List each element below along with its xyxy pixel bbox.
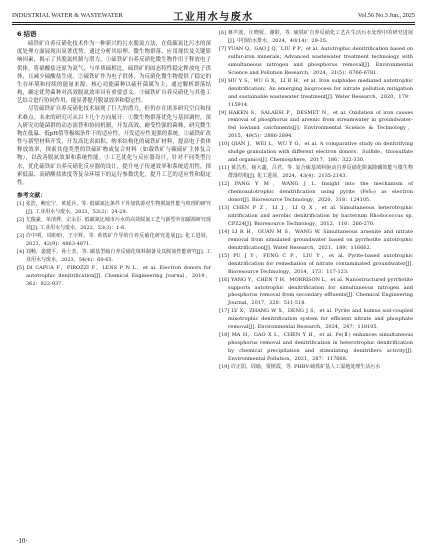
conclusion-paragraph-2: 尽管硫铁矿自养反硝化技术展现了巨大的潜力，但仍存在诸多研究空白和技术难点。未来的研究可从以下几个方向展开：①微生物群落优化与基因调控，深入研究功能菌群的动态演替和协同机制，开发高效、耐受性强的菌株，研究微生物在低温、低pH值等极端条件下的适应性，开发适应性更强的系统。②硫铁矿改性与新型材料开发，开发高比表面积、纳米结构化的硫铁矿材料，提高电子供体释放效率，探索其他类型的铁硫矿物或复合材料（如载铁矿与碳硫矿主体复合物），以改善脱氮效果和系统性能。③工艺优化与反应器设计，针对不同类型污水，优化硫铁矿自养反硝化反应器的设计，提升电子传递效率和系统适用性，探索低温、高硝酸盐浓度等复杂环境下的运行参数优化，提升工艺的适应性和稳定性。 bbox=[17, 106, 211, 186]
reference-item: [13] CHEN P Z，LI J，LI Q X，et al. Simultaneous heterotrophic nitrification and aerobic denitrification by bacterium Rhodococcus sp. CPZ24[J]. Bioresource Technology，2012，116：266-270. bbox=[219, 204, 413, 227]
reference-item: [14] LI R H，GUAN M S，WANG W. Simultaneous arsenite and nitrate removal from simulated groundwater based on pyrrhotite autotrophic denitrification[J]. Water Research，2021，189：116662. bbox=[219, 228, 413, 251]
reference-item: [15] PU J Y，FENG C P，LIU Y，et al. Pyrite-based autotrophic denitrification for remediation of nitrate contaminated groundwater[J]. Bioresource Technology，2014，173：117-123. bbox=[219, 252, 413, 275]
reference-item: [18] MA H，GAO X L，CHEN Y H，et al. Fe(Ⅱ) enhances simultaneous phosphorus removal and denitrification in heterotrophic denitrification by chemical precipitation and stimulating denitrifiers activity[J]. Environmental Pollution，2021，287：117668. bbox=[219, 332, 413, 363]
conclusion-paragraph-1: 硫铁矿自养反硝化技术作为一种新兴的污水脱氮方法，在低碳氮比污水的深度处理方面展现出显著优势。通过分析其原理、微生物群落、应用现状及关键影响因素，揭示了其脱氮机制与潜力。①硫铁矿自养反硝化微生物作用于释放电子供体，将硝酸盐还原为氮气；与单质硫相比，硫铁矿的固态特性稳定释放电子供体，且减少硫酸盐生成。②硫铁矿作为电子供体，为反硝化微生物提供了稳定的生存环境和持续的能量来源；核心功能菌种以硫杆菌属为主，通过解析群落结构，确定优势菌种对高效脱氮效率具有重要意义。③硫铁矿自养反硝化与其他工艺结合进行协同作用，能显著提升脱氮效率和稳定性。 bbox=[17, 41, 211, 105]
left-column bbox=[17, 30, 211, 289]
page-header bbox=[12, 8, 415, 22]
reference-item: [4] 刘畅，裴健平，孙士杰，等. 碳基型硫自养反硝化填料制备及其脱氮性能研究[J]. 工业用水与废水，2023，54(4)：60-65. bbox=[17, 248, 211, 263]
journal-chinese-name: 工业用水与废水 bbox=[173, 12, 254, 23]
header-rule-thin bbox=[12, 24, 415, 25]
references-list-left bbox=[17, 201, 211, 288]
journal-english-name: INDUSTRIAL WATER & WASTEWATER bbox=[12, 12, 123, 19]
reference-item: [16] YANG Y，CHEN T H，MORRISON L，et al. Nanostructured pyrrhotite supports autotrophic denitrification for simultaneous nitrogen and phosphorus removal from secondary effluents[J]. Chemical Engineering Journal，2017，328：511-518. bbox=[219, 276, 413, 307]
header-rule bbox=[12, 22, 415, 23]
reference-item: [6] 蒋声波，汪晓妮，谢阳，等. 硫铁矿自养反硝化工艺在生活污水处理中的研究进展[J]. 中国给水排水，2024，40(14)：29-35. bbox=[219, 30, 413, 44]
reference-item: [7] YUAN Q，GAO J Q，LIU P P，et al. Autotrophic denitrification based on sulfur-iron minerals；Advanced wastewater treatment technology with simultaneous nitrogen and phosphorus removal[J]. Environmental Science and Pollution Research，2024，31(5)：6766-6781. bbox=[219, 45, 413, 76]
section-title: 6 结语 bbox=[17, 30, 37, 38]
page-number: ·10· bbox=[16, 537, 28, 545]
reference-item: [9] HAKEN S，SALAESI P，DESMET N，et al. Oxidation of iron causes removal of phosphorus and arsenic from streamwater in groundwater-fed lowland catchments[J]. Environmental Science & Technology，2015，49(5)：2886-2894. bbox=[219, 109, 413, 140]
right-column bbox=[219, 30, 413, 372]
reference-item: [2] 尤俊豪，单清烨，宗永臣. 低碳氮比城市污水的高效脱氮工艺与新型外加碳源研究现状[J]. 工业用水与废水，2022，53(3)：1-6. bbox=[17, 217, 211, 231]
reference-item: [8] HU Y S，WU G X，LI R H，et al. Iron sulphides mediated autotrophic denitrification；An emerging bioprocess for nitrate pollution mitigation and sustainable wastewater treatment[J]. Water Research，2020，179：115914. bbox=[219, 77, 413, 108]
references-title: 参考文献： bbox=[17, 192, 46, 199]
references-list-right bbox=[219, 30, 413, 372]
reference-item: [12] PANG Y M，WANG J L. Insight into the mechanism of chemoautotrophic denitrification using pyrite (FeS₂) as electron donor[J]. Bioresource Technology，2020，318：124105. bbox=[219, 181, 413, 204]
reference-item: [3] 许中明，周盼盼，王宇辉，等. 黄铁矿介导的自养反硝化研究进展[J]. 化工进展，2023，42(9)：4863-4871. bbox=[17, 232, 211, 247]
issue-info: Vol.56 No.3 Jun., 2025 bbox=[357, 12, 415, 19]
reference-item: [19] 许正阳，周瑜，贾树霞，等. PHBV-硫铁矿基人工湿地处理生活污水 bbox=[219, 364, 381, 371]
reference-item: [17] LV X，ZHANG W X，DENG J S，et al. Pyrite and humus soil-coupled mixotrophic denitrification system for efficient nitrate and phosphate removal[J]. Environmental Research，2024，247：118105. bbox=[219, 308, 413, 331]
reference-item: [11] 黄昌杰，杨大鑫，吕君，等. 复合硫基填料驱动自养反硝化脱氮除磷效能与微生物群落结构[J]. 化工进展，2024，43(4)：2135-2143. bbox=[219, 165, 413, 180]
reference-item: [5] DI CAPUA F，PIROZZI F，LENS P N L，et al. Electron donors for autotrophic denitrification[J]. Chemical Engineering Journal，2019，362：922-937. bbox=[17, 264, 211, 287]
reference-item: [10] QIAN J，WEI L，WU Y G，et al. A comparative study on denitrifying sludge granulation with different electron donors：Sulfide，thiosulfate and organics[J]. Chemosphere，2017，186：322-330. bbox=[219, 141, 413, 164]
reference-item: [1] 张浩，鲍宏宁，黄延兵，等. 低碳氮比条件下外加铁源对生物脱氮性能与机理的研究[J]. 工业用水与废水，2021，52(2)：24-29. bbox=[17, 201, 211, 216]
